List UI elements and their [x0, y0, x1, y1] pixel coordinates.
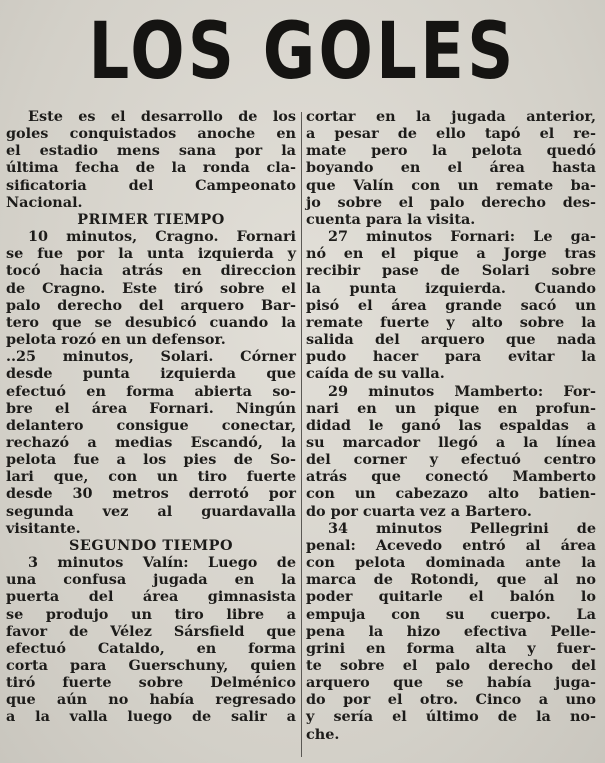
right-column-line: atrás que conectó Mamberto	[306, 468, 596, 486]
left-column	[6, 108, 296, 726]
right-column-line: che.	[306, 725, 340, 743]
right-column-line: salida del arquero que nada	[306, 331, 596, 349]
right-column-line: pisó el área grande sacó un	[306, 296, 596, 314]
right-column-line: poder quitarle el balón lo	[306, 588, 596, 606]
right-column-line: nó en el pique a Jorge tras	[306, 245, 596, 263]
left-column-line: pelota fue a los pies de So-	[6, 451, 296, 469]
left-column-line: goles conquistados anoche en	[6, 125, 296, 143]
right-column-line: con un cabezazo alto batien-	[306, 485, 596, 503]
left-column-line: PRIMER TIEMPO	[77, 210, 225, 228]
column-divider	[301, 112, 302, 757]
left-column-line: pelota rozó en un defensor.	[6, 331, 226, 349]
right-column-line: mate pero la pelota quedó	[306, 142, 596, 160]
right-column-line: nari en un pique en profun-	[306, 399, 596, 417]
left-column-line: bre el área Fornari. Ningún	[6, 399, 296, 417]
right-column-line: remate fuerte y alto sobre la	[306, 313, 596, 331]
left-column-line: se fue por la unta izquierda y	[6, 245, 296, 263]
left-column-line: SEGUNDO TIEMPO	[68, 536, 234, 554]
left-column-line: efectuó en forma abierta so-	[6, 382, 296, 400]
left-column-line: corta para Guerschuny, quien	[6, 657, 296, 674]
left-column-line: segunda vez al guardavalla	[6, 502, 296, 520]
right-column-line: empuja con su cuerpo. La	[306, 605, 596, 623]
left-column-line: 3 minutos Valín: Luego de	[28, 554, 296, 572]
right-column-line: a pesar de ello tapó el re-	[306, 125, 596, 143]
left-column-line: tocó hacia atrás en direccion	[6, 262, 296, 280]
left-column-line: Nacional.	[6, 193, 83, 211]
left-column-line: palo derecho del arquero Bar-	[6, 296, 296, 314]
left-column-line: delantero consigue conectar,	[6, 416, 296, 434]
left-column-line: el estadio mens sana por la	[6, 142, 296, 160]
right-column-line: boyando en el área hasta	[306, 159, 596, 177]
left-column-line: efectuó Cataldo, en forma	[6, 639, 296, 657]
right-column-line: recibir pase de Solari sobre	[306, 262, 596, 280]
right-column-line: la punta izquierda. Cuando	[306, 279, 596, 297]
left-column-line: 10 minutos, Cragno. Fornari	[28, 228, 296, 246]
right-column-line: penal: Acevedo entró al área	[306, 536, 596, 554]
left-column-line: desde 30 metros derrotó por	[6, 485, 296, 503]
left-column-line: última fecha de la ronda cla-	[6, 159, 296, 177]
left-column-line: que aún no había regresado	[6, 691, 296, 709]
right-column-line: su marcador llegó a la línea	[306, 433, 596, 451]
right-column-line: do por cuarta vez a Bartero.	[306, 502, 532, 520]
left-column-line: se produjo un tiro libre a	[6, 605, 296, 623]
headline: LOS GOLES	[88, 7, 517, 97]
right-column-line: del corner y efectuó centro	[306, 451, 596, 469]
left-column-line: a la valla luego de salir a	[6, 708, 296, 726]
right-column-line: 34 minutos Pellegrini de	[328, 519, 596, 537]
right-column-line: arquero que se había juga-	[306, 674, 596, 692]
right-column-line: cuenta para la visita.	[306, 210, 476, 228]
right-column	[306, 108, 596, 743]
right-column-line: pudo hacer para evitar la	[306, 348, 596, 366]
left-column-line: rechazó a medias Escandó, la	[6, 433, 296, 451]
right-column-line: con pelota dominada ante la	[306, 554, 596, 572]
right-column-line: do por el otro. Cinco a uno	[306, 691, 596, 709]
right-column-line: pena la hizo efectiva Pelle-	[306, 622, 596, 640]
right-column-line: 27 minutos Fornari: Le ga-	[328, 228, 596, 246]
left-column-line: puerta del área gimnasista	[6, 588, 296, 606]
right-column-line: cortar en la jugada anterior,	[306, 108, 596, 125]
right-column-line: didad le ganó las espaldas a	[306, 416, 596, 434]
left-column-line: una confusa jugada en la	[6, 571, 296, 589]
right-column-line: marca de Rotondi, que al no	[306, 571, 596, 589]
left-column-line: tero que se desubicó cuando la	[6, 313, 296, 331]
left-column-line: tiró fuerte sobre Delménico	[6, 674, 296, 692]
left-column-line: Este es el desarrollo de los	[28, 108, 296, 125]
left-column-line: de Cragno. Este tiró sobre el	[6, 279, 296, 297]
right-column-line: te sobre el palo derecho del	[306, 657, 596, 674]
left-column-line: ..25 minutos, Solari. Córner	[6, 348, 296, 366]
right-column-line: jo sobre el palo derecho des-	[306, 193, 596, 211]
right-column-line: y sería el último de la no-	[306, 708, 596, 726]
right-column-line: que Valín con un remate ba-	[306, 176, 596, 194]
left-column-line: desde punta izquierda que	[6, 365, 296, 383]
right-column-line: grini en forma alta y fuer-	[306, 639, 596, 657]
right-column-line: 29 minutos Mamberto: For-	[328, 382, 596, 400]
right-column-line: caída de su valla.	[306, 365, 445, 383]
left-column-line: sificatoria del Campeonato	[6, 176, 296, 194]
left-column-line: visitante.	[6, 519, 81, 537]
left-column-line: lari que, con un tiro fuerte	[6, 468, 296, 486]
left-column-line: favor de Vélez Sársfield que	[6, 622, 296, 640]
